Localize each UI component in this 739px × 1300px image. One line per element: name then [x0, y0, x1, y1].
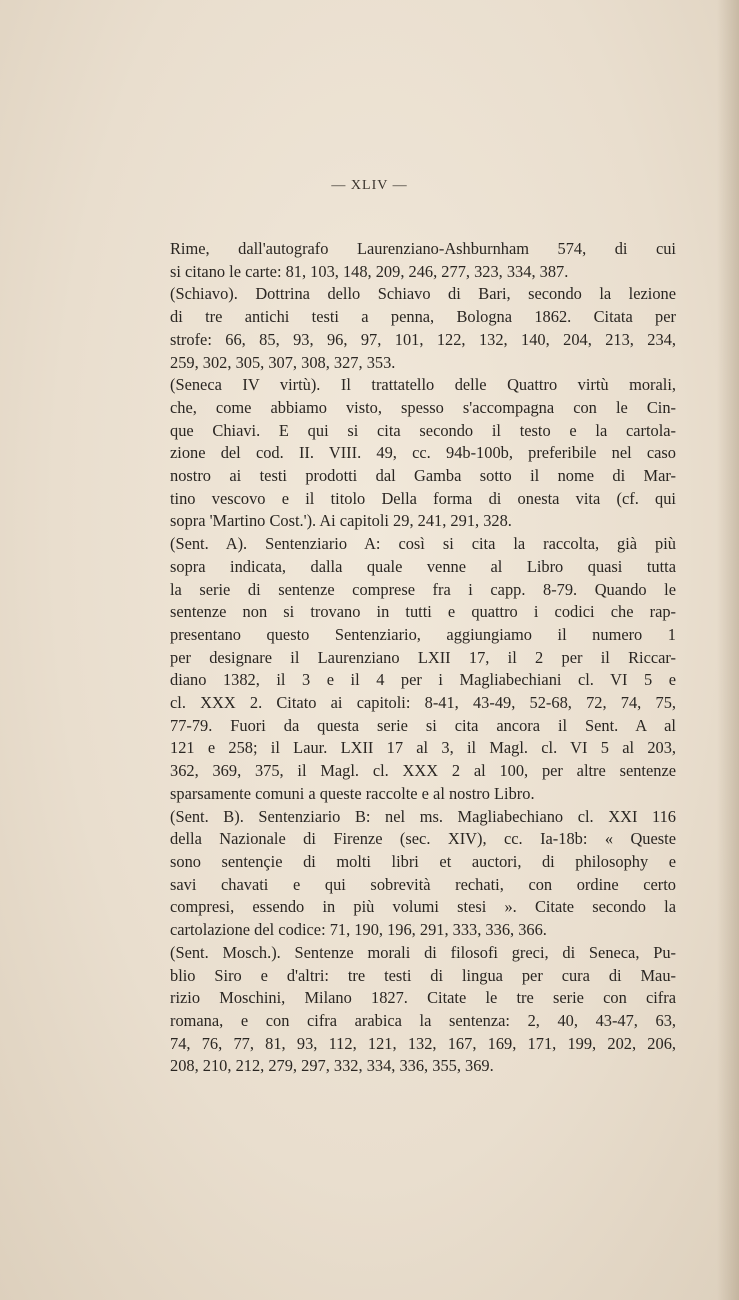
- entry-seneca: [170, 374, 676, 533]
- text-line: savi chavati e qui sobrevità rechati, con ordine certo: [170, 874, 676, 894]
- text-line: cartolazione del codice: 71, 190, 196, 291, 333, 336, 366.: [170, 920, 547, 940]
- text-line: diano 1382, il 3 e il 4 per i Magliabechiani cl. VI 5 e: [170, 670, 676, 690]
- entry-rime: [170, 238, 676, 283]
- entry-sent-mosch: [170, 942, 676, 1078]
- page-edge-shadow: [717, 0, 739, 1300]
- entry-sent-b: [170, 806, 676, 942]
- text-line: nostro ai testi prodotti dal Gamba sotto il nome di Mar-: [170, 466, 676, 486]
- text-line: 362, 369, 375, il Magl. cl. XXX 2 al 100, per altre sentenze: [170, 761, 676, 781]
- text-line: tino vescovo e il titolo Della forma di onesta vita (cf. qui: [170, 488, 676, 508]
- page-number: — XLIV —: [331, 178, 408, 193]
- text-line: blio Siro e d'altri: tre testi di lingua per cura di Mau-: [170, 965, 676, 985]
- text-line: (Seneca IV virtù). Il trattatello delle Quattro virtù morali,: [170, 375, 676, 395]
- body-text: [170, 238, 676, 1078]
- text-line: (Sent. Mosch.). Sentenze morali di filosofi greci, di Seneca, Pu-: [170, 942, 676, 962]
- text-line: compresi, essendo in più volumi stesi ». Citate secondo la: [170, 897, 676, 917]
- text-line: Rime, dall'autografo Laurenziano-Ashburnham 574, di cui: [170, 239, 676, 258]
- text-line: per designare il Laurenziano LXII 17, il 2 per il Riccar-: [170, 647, 676, 667]
- text-line: presentano questo Sentenziario, aggiungiamo il numero 1: [170, 624, 676, 644]
- text-line: 77-79. Fuori da questa serie si cita ancora il Sent. A al: [170, 715, 676, 735]
- text-line: sentenze non si trovano in tutti e quattro i codici che rap-: [170, 602, 676, 622]
- text-line: che, come abbiamo visto, spesso s'accompagna con le Cin-: [170, 397, 676, 417]
- text-line: la serie di sentenze comprese fra i capp. 8-79. Quando le: [170, 579, 676, 599]
- text-line: si citano le carte: 81, 103, 148, 209, 246, 277, 323, 334, 387.: [170, 261, 569, 281]
- text-line: sparsamente comuni a queste raccolte e al nostro Libro.: [170, 783, 535, 803]
- text-line: cl. XXX 2. Citato ai capitoli: 8-41, 43-49, 52-68, 72, 74, 75,: [170, 693, 676, 713]
- text-line: 259, 302, 305, 307, 308, 327, 353.: [170, 352, 396, 372]
- text-line: sopra 'Martino Cost.'). Ai capitoli 29, 241, 291, 328.: [170, 511, 512, 531]
- text-line: (Sent. A). Sentenziario A: così si cita la raccolta, già più: [170, 534, 676, 554]
- text-line: sono sentençie di molti libri et auctori, di philosophy e: [170, 851, 676, 871]
- text-line: (Sent. B). Sentenziario B: nel ms. Magliabechiano cl. XXI 116: [170, 806, 676, 826]
- text-line: romana, e con cifra arabica la sentenza: 2, 40, 43-47, 63,: [170, 1010, 676, 1030]
- text-line: que Chiavi. E qui si cita secondo il testo e la cartola-: [170, 420, 676, 440]
- text-line: 121 e 258; il Laur. LXII 17 al 3, il Magl. cl. VI 5 al 203,: [170, 738, 676, 758]
- text-line: 208, 210, 212, 279, 297, 332, 334, 336, 355, 369.: [170, 1056, 494, 1076]
- text-line: della Nazionale di Firenze (sec. XIV), cc. Ia-18b: « Queste: [170, 829, 676, 849]
- text-line: zione del cod. II. VIII. 49, cc. 94b-100b, preferibile nel caso: [170, 443, 676, 463]
- text-line: sopra indicata, dalla quale venne al Libro quasi tutta: [170, 556, 676, 576]
- entry-sent-a: [170, 533, 676, 805]
- text-line: 74, 76, 77, 81, 93, 112, 121, 132, 167, 169, 171, 199, 202, 206,: [170, 1033, 676, 1053]
- text-line: di tre antichi testi a penna, Bologna 1862. Citata per: [170, 307, 676, 327]
- text-line: rizio Moschini, Milano 1827. Citate le tre serie con cifra: [170, 988, 676, 1008]
- text-line: (Schiavo). Dottrina dello Schiavo di Bari, secondo la lezione: [170, 284, 676, 304]
- entry-schiavo: [170, 283, 676, 374]
- text-line: strofe: 66, 85, 93, 96, 97, 101, 122, 132, 140, 204, 213, 234,: [170, 329, 676, 349]
